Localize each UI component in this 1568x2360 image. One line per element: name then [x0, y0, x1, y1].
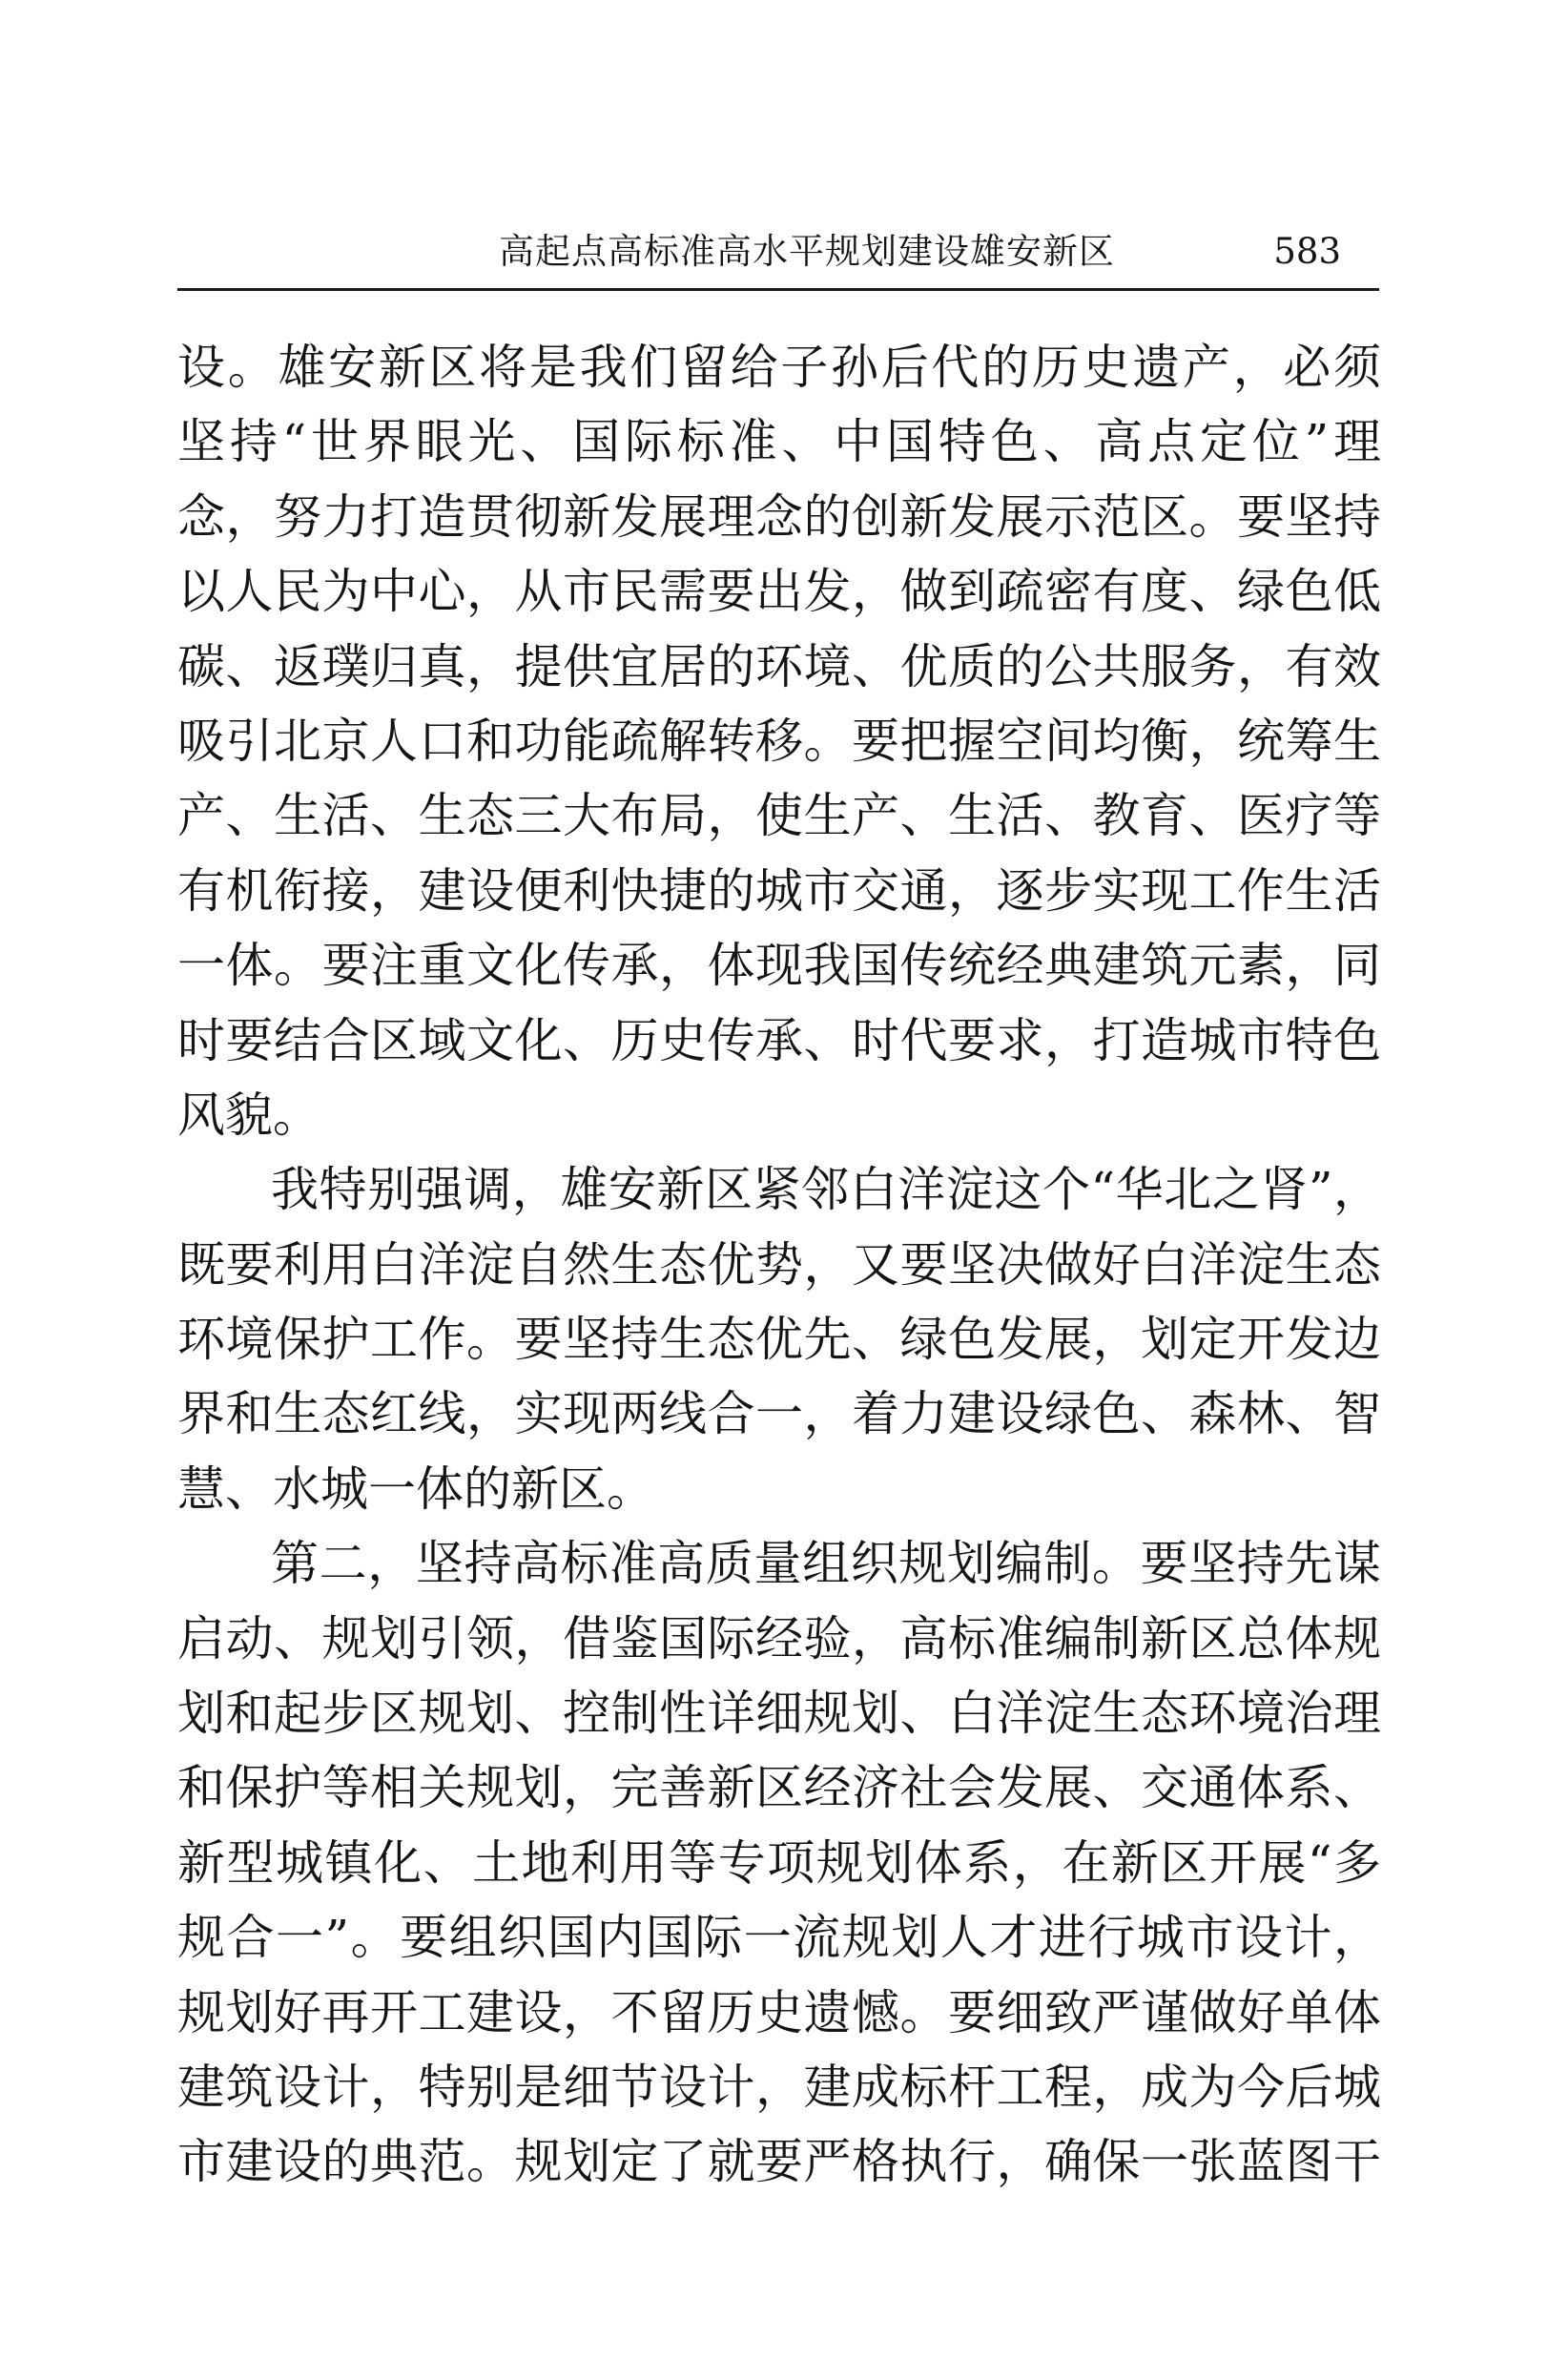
- text-line: 产、生活、生态三大布局，使生产、生活、教育、医疗等: [177, 788, 1381, 844]
- text-line: 碳、返璞归真，提供宜居的环境、优质的公共服务，有效: [177, 638, 1381, 694]
- text-line: 以人民为中心，从市民需要出发，做到疏密有度、绿色低: [177, 564, 1381, 620]
- text-line: 新型城镇化、土地利用等专项规划体系，在新区开展“多: [177, 1834, 1381, 1891]
- body-text: [177, 330, 1381, 2200]
- text-line: 既要利用白洋淀自然生态优势，又要坚决做好白洋淀生态: [177, 1236, 1381, 1293]
- text-line: 我特别强调，雄安新区紧邻白洋淀这个“华北之肾”，: [271, 1162, 1381, 1218]
- paragraph-2: [177, 1152, 1381, 1526]
- text-line: 市建设的典范。规划定了就要严格执行，确保一张蓝图干: [177, 2134, 1381, 2190]
- text-line: 和保护等相关规划，完善新区经济社会发展、交通体系、: [177, 1760, 1381, 1816]
- paragraph-1: [177, 330, 1381, 1152]
- text-line: 吸引北京人口和功能疏解转移。要把握空间均衡，统筹生: [177, 713, 1381, 769]
- text-line: 有机衔接，建设便利快捷的城市交通，逐步实现工作生活: [177, 862, 1381, 919]
- text-line: 风貌。: [177, 1087, 320, 1143]
- page-number: 583: [1273, 231, 1341, 272]
- text-line: 建筑设计，特别是细节设计，建成标杆工程，成为今后城: [177, 2059, 1381, 2115]
- text-line: 启动、规划引领，借鉴国际经验，高标准编制新区总体规: [177, 1610, 1381, 1666]
- text-line: 规划好再开工建设，不留历史遗憾。要细致严谨做好单体: [177, 1984, 1381, 2040]
- text-line: 一体。要注重文化传承，体现我国传统经典建筑元素，同: [177, 938, 1381, 994]
- running-header-title: 高起点高标准高水平规划建设雄安新区: [499, 231, 1115, 272]
- header-rule: [177, 288, 1379, 291]
- text-line: 念，努力打造贯彻新发展理念的创新发展示范区。要坚持: [177, 488, 1381, 545]
- text-line: 规合一”。要组织国内国际一流规划人才进行城市设计，: [177, 1910, 1381, 1966]
- text-line: 环境保护工作。要坚持生态优先、绿色发展，划定开发边: [177, 1312, 1381, 1368]
- text-line: 界和生态红线，实现两线合一，着力建设绿色、森林、智: [177, 1386, 1381, 1442]
- text-line: 第二，坚持高标准高质量组织规划编制。要坚持先谋: [271, 1536, 1381, 1592]
- text-line: 设。雄安新区将是我们留给子孙后代的历史遗产，必须: [177, 340, 1381, 395]
- running-header: [177, 225, 1379, 282]
- text-line: 时要结合区域文化、历史传承、时代要求，打造城市特色: [177, 1012, 1381, 1068]
- text-line: 慧、水城一体的新区。: [177, 1460, 654, 1517]
- text-line: 坚持“世界眼光、国际标准、中国特色、高点定位”理: [177, 414, 1381, 470]
- text-line: 划和起步区规划、控制性详细规划、白洋淀生态环境治理: [177, 1686, 1381, 1742]
- paragraph-3: [177, 1526, 1381, 2200]
